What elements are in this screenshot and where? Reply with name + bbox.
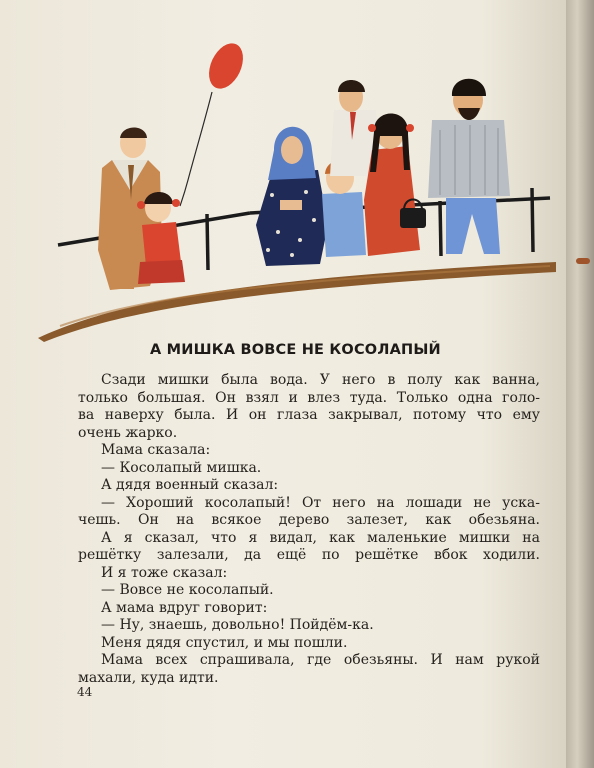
zoo-visitors-illustration (0, 0, 566, 345)
text-line: махали, куда идти. (78, 669, 219, 686)
text-line: Мама всех спрашивала, где обезьяны. И нам рукой (101, 652, 540, 668)
text-line: Сзади мишки была вода. У него в полу как ванна, (101, 372, 540, 388)
page-number: 44 (77, 685, 93, 699)
text-line: И я тоже сказал: (101, 564, 228, 581)
text-line: Мама сказала: (101, 442, 211, 458)
text-line: — Вовсе не косолапый. (101, 582, 274, 598)
text-line: А дядя военный сказал: (101, 477, 279, 493)
text-line: только большая. Он взял и влез туда. Только одна голо- (78, 389, 540, 406)
story-title: А МИШКА ВОВСЕ НЕ КОСОЛАПЫЙ (150, 342, 441, 358)
text-line: — Хороший косолапый! От него на лошади не уска- (101, 494, 540, 511)
woman-blue-scarf (256, 127, 328, 266)
text-line: А мама вдруг говорит: (101, 599, 268, 616)
text-line: А я сказал, что я видал, как маленькие мишки на (101, 529, 540, 546)
text-line: очень жарко. (78, 424, 178, 441)
text-line: — Ну, знаешь, довольно! Пойдём-ка. (101, 617, 374, 633)
text-line: — Косолапый мишка. (101, 459, 262, 476)
text-line: ва наверху была. И он глаза закрывал, потому что ему (78, 407, 540, 423)
text-line: чешь. Он на всякое дерево залезет, как обезьяна. (78, 512, 540, 528)
story-text (78, 372, 540, 687)
red-balloon (180, 38, 250, 206)
text-line: решётку залезали, да ещё по решётке вбок ходили. (78, 547, 540, 563)
little-girl (137, 192, 185, 284)
next-page-edge (566, 0, 594, 768)
text-line: Меня дядя спустил, и мы пошли. (101, 634, 348, 651)
